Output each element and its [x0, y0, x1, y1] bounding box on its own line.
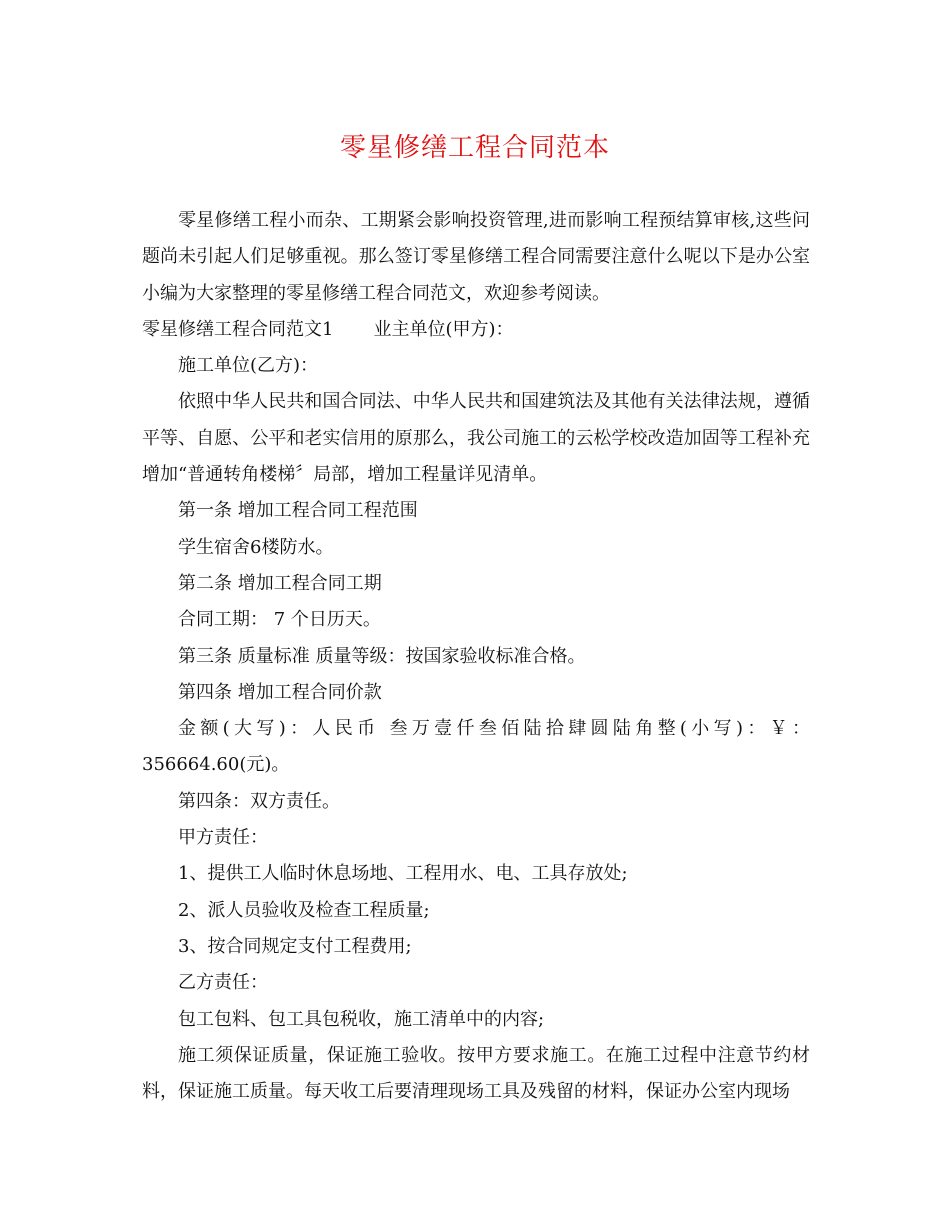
- article-1-title: 第一条 增加工程合同工程范围: [178, 500, 418, 522]
- article-2-text: 合同工期： 7 个日历天。: [178, 609, 381, 631]
- article-4-amount: 金额(大写)：人民币 叁万壹仟叁佰陆拾肆圆陆角整(小写)：￥：356664.60(元)。: [142, 718, 810, 776]
- party-b-responsibility-item: 包工包料、包工具包税收，施工清单中的内容;: [178, 1008, 545, 1030]
- preamble-paragraph: 依照中华人民共和国合同法、中华人民共和国建筑法及其他有关法律法规，遵循平等、自愿、公平和老实信用的原那么，我公司施工的云松学校改造加固等工程补充增加“普通转角楼梯〞局部，增加工程量详见清单。: [142, 391, 810, 486]
- party-a-responsibility-title: 甲方责任：: [178, 827, 268, 849]
- sample-heading-line: [142, 312, 810, 348]
- party-a-responsibility-item: 1、提供工人临时休息场地、工程用水、电、工具存放处;: [178, 863, 628, 885]
- intro-paragraph: 零星修缮工程小而杂、工期紧会影响投资管理,进而影响工程预结算审核,这些问题尚未引起人们足够重视。那么签订零星修缮工程合同需要注意什么呢以下是办公室小编为大家整理的零星修缮工程合同范文，欢迎参考阅读。: [142, 210, 810, 304]
- article-4b-title: 第四条：双方责任。: [178, 790, 340, 812]
- party-a-label: 业主单位(甲方)：: [373, 318, 514, 340]
- article-1-text: 学生宿舍6楼防水。: [178, 536, 334, 558]
- sample-heading: 零星修缮工程合同范文1: [142, 318, 334, 340]
- document-body: [142, 203, 810, 1110]
- party-b-responsibility-title: 乙方责任：: [178, 972, 268, 994]
- document-title: 零星修缮工程合同范本: [339, 133, 610, 163]
- article-3: 第三条 质量标准 质量等级：按国家验收标准合格。: [178, 645, 586, 667]
- article-4-title: 第四条 增加工程合同价款: [178, 681, 382, 703]
- party-b-label: 施工单位(乙方)：: [178, 355, 319, 377]
- party-a-responsibility-item: 2、派人员验收及检查工程质量;: [178, 899, 430, 921]
- article-2-title: 第二条 增加工程合同工期: [178, 572, 382, 594]
- party-a-responsibility-item: 3、按合同规定支付工程费用;: [178, 935, 412, 957]
- party-b-responsibility-item: 施工须保证质量，保证施工验收。按甲方要求施工。在施工过程中注意节约材料，保证施工质量。每天收工后要清理现场工具及残留的材料，保证办公室内现场: [142, 1044, 810, 1103]
